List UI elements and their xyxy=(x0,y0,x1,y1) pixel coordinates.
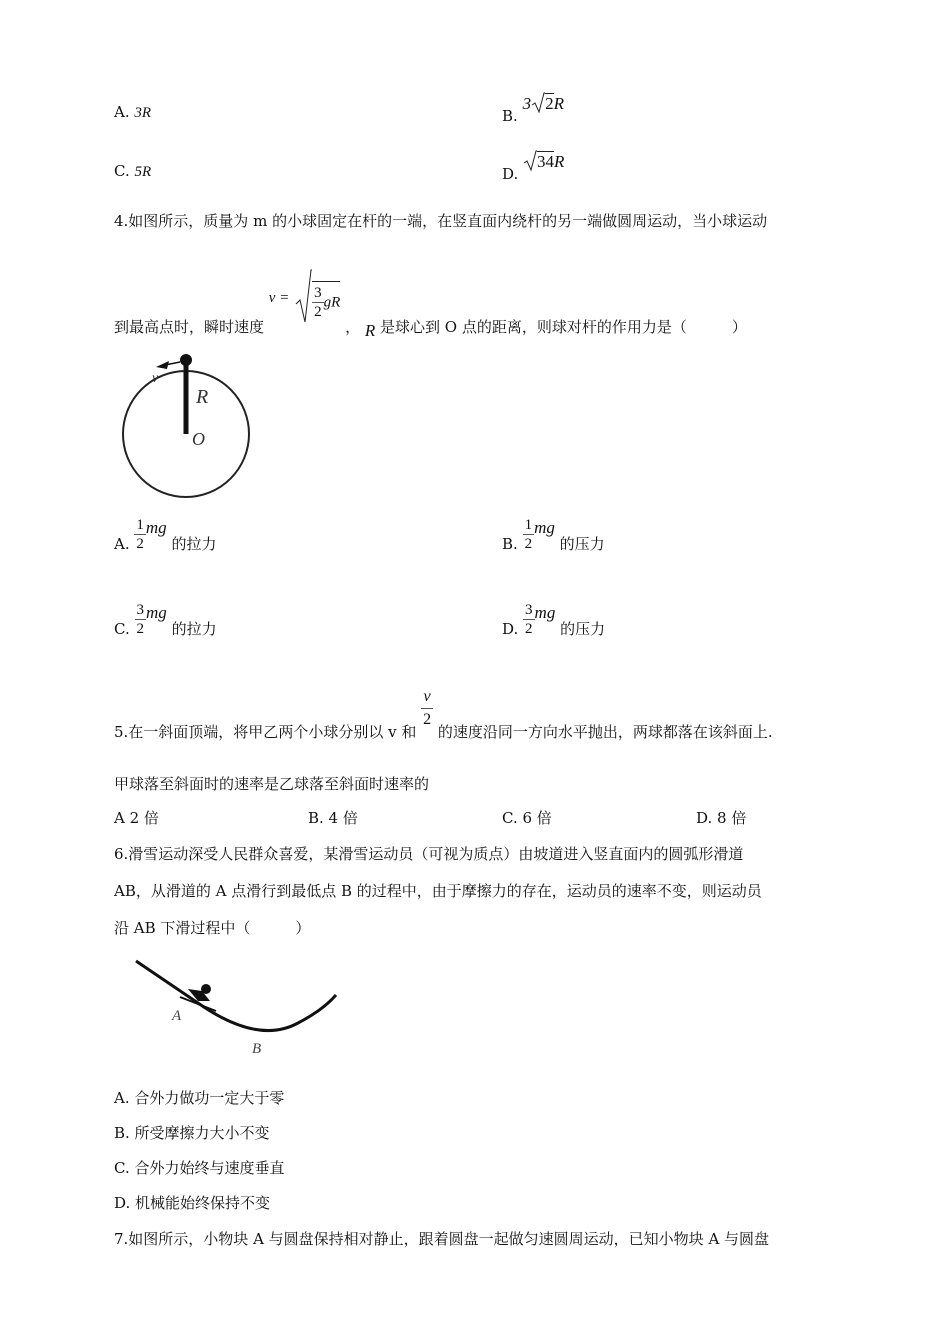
q6-line3: 沿 AB 下滑过程中（ ） xyxy=(114,919,311,937)
circular-motion-figure xyxy=(114,350,264,500)
label-O: O xyxy=(192,429,205,449)
q6-line1: 6.滑雪运动深受人民群众喜爱，某滑雪运动员（可视为质点）由坡道进入竖直面内的圆弧形滑道 xyxy=(114,845,744,863)
q4-option-c: C. $\frac{3}{2}$ mg 的拉力 xyxy=(114,602,217,638)
q4-option-b: B. $\frac{1}{2}$ mg 的压力 xyxy=(502,517,605,553)
q5-line1: 5.在一斜面顶端，将甲乙两个小球分别以 v 和 $\frac{v}{2}$ 的速度沿同一方向水平抛出，两球都落在该斜面上. xyxy=(114,688,773,741)
option-b: B. 3 2R xyxy=(502,94,564,125)
q6-option-d: D. 机械能始终保持不变 xyxy=(114,1194,271,1212)
label-A: A xyxy=(172,1008,182,1024)
q6-option-c: C. 合外力始终与速度垂直 xyxy=(114,1159,285,1177)
label-B: B xyxy=(252,1041,262,1057)
q6-option-b: B. 所受摩擦力大小不变 xyxy=(114,1124,270,1142)
q4-option-d: D. $\frac{3}{2}$ mg 的压力 xyxy=(502,602,606,638)
q5-option-c: C. 6 倍 xyxy=(502,809,552,827)
ball xyxy=(180,354,192,366)
option-c: C. 5R xyxy=(114,162,152,180)
slope-track xyxy=(136,961,336,1031)
q6-line2: AB，从滑道的 A 点滑行到最低点 B 的过程中，由于摩擦力的存在，运动员的速率不变，则运动员 xyxy=(114,882,762,900)
sqrt-sign-icon xyxy=(531,92,545,114)
label-R: R xyxy=(196,386,209,408)
q5-option-b: B. 4 倍 xyxy=(308,809,358,827)
q6-option-a: A. 合外力做功一定大于零 xyxy=(114,1089,285,1107)
skier-icon xyxy=(180,984,216,1011)
option-a: A. 3R xyxy=(114,103,152,121)
q4-line1: 4.如图所示，质量为 m 的小球固定在杆的一端，在竖直面内绕杆的另一端做圆周运动，当小球运动 xyxy=(114,212,768,230)
sqrt-sign-icon xyxy=(523,150,537,172)
q4-line2: 到最高点时，瞬时速度 v = $\frac{3}{2}$ gR ， R 是球心到 O 点的距离，则球对杆的作用力是（ ） xyxy=(114,268,747,328)
q7-line1: 7.如图所示，小物块 A 与圆盘保持相对静止，跟着圆盘一起做匀速圆周运动，已知小物块 A 与圆盘 xyxy=(114,1230,770,1248)
q5-option-d: D. 8 倍 xyxy=(696,809,747,827)
sqrt-sign-icon xyxy=(294,268,312,324)
ski-slope-figure xyxy=(128,955,348,1065)
q5-option-a: A 2 倍 xyxy=(114,809,159,827)
q4-option-a: A. $\frac{1}{2}$ mg 的拉力 xyxy=(114,517,217,553)
q5-line2: 甲球落至斜面时的速率是乙球落至斜面时速率的 xyxy=(114,775,430,793)
label-v: v xyxy=(152,371,159,386)
arrowhead-icon xyxy=(156,361,169,369)
option-d: D. 34R xyxy=(502,152,565,183)
